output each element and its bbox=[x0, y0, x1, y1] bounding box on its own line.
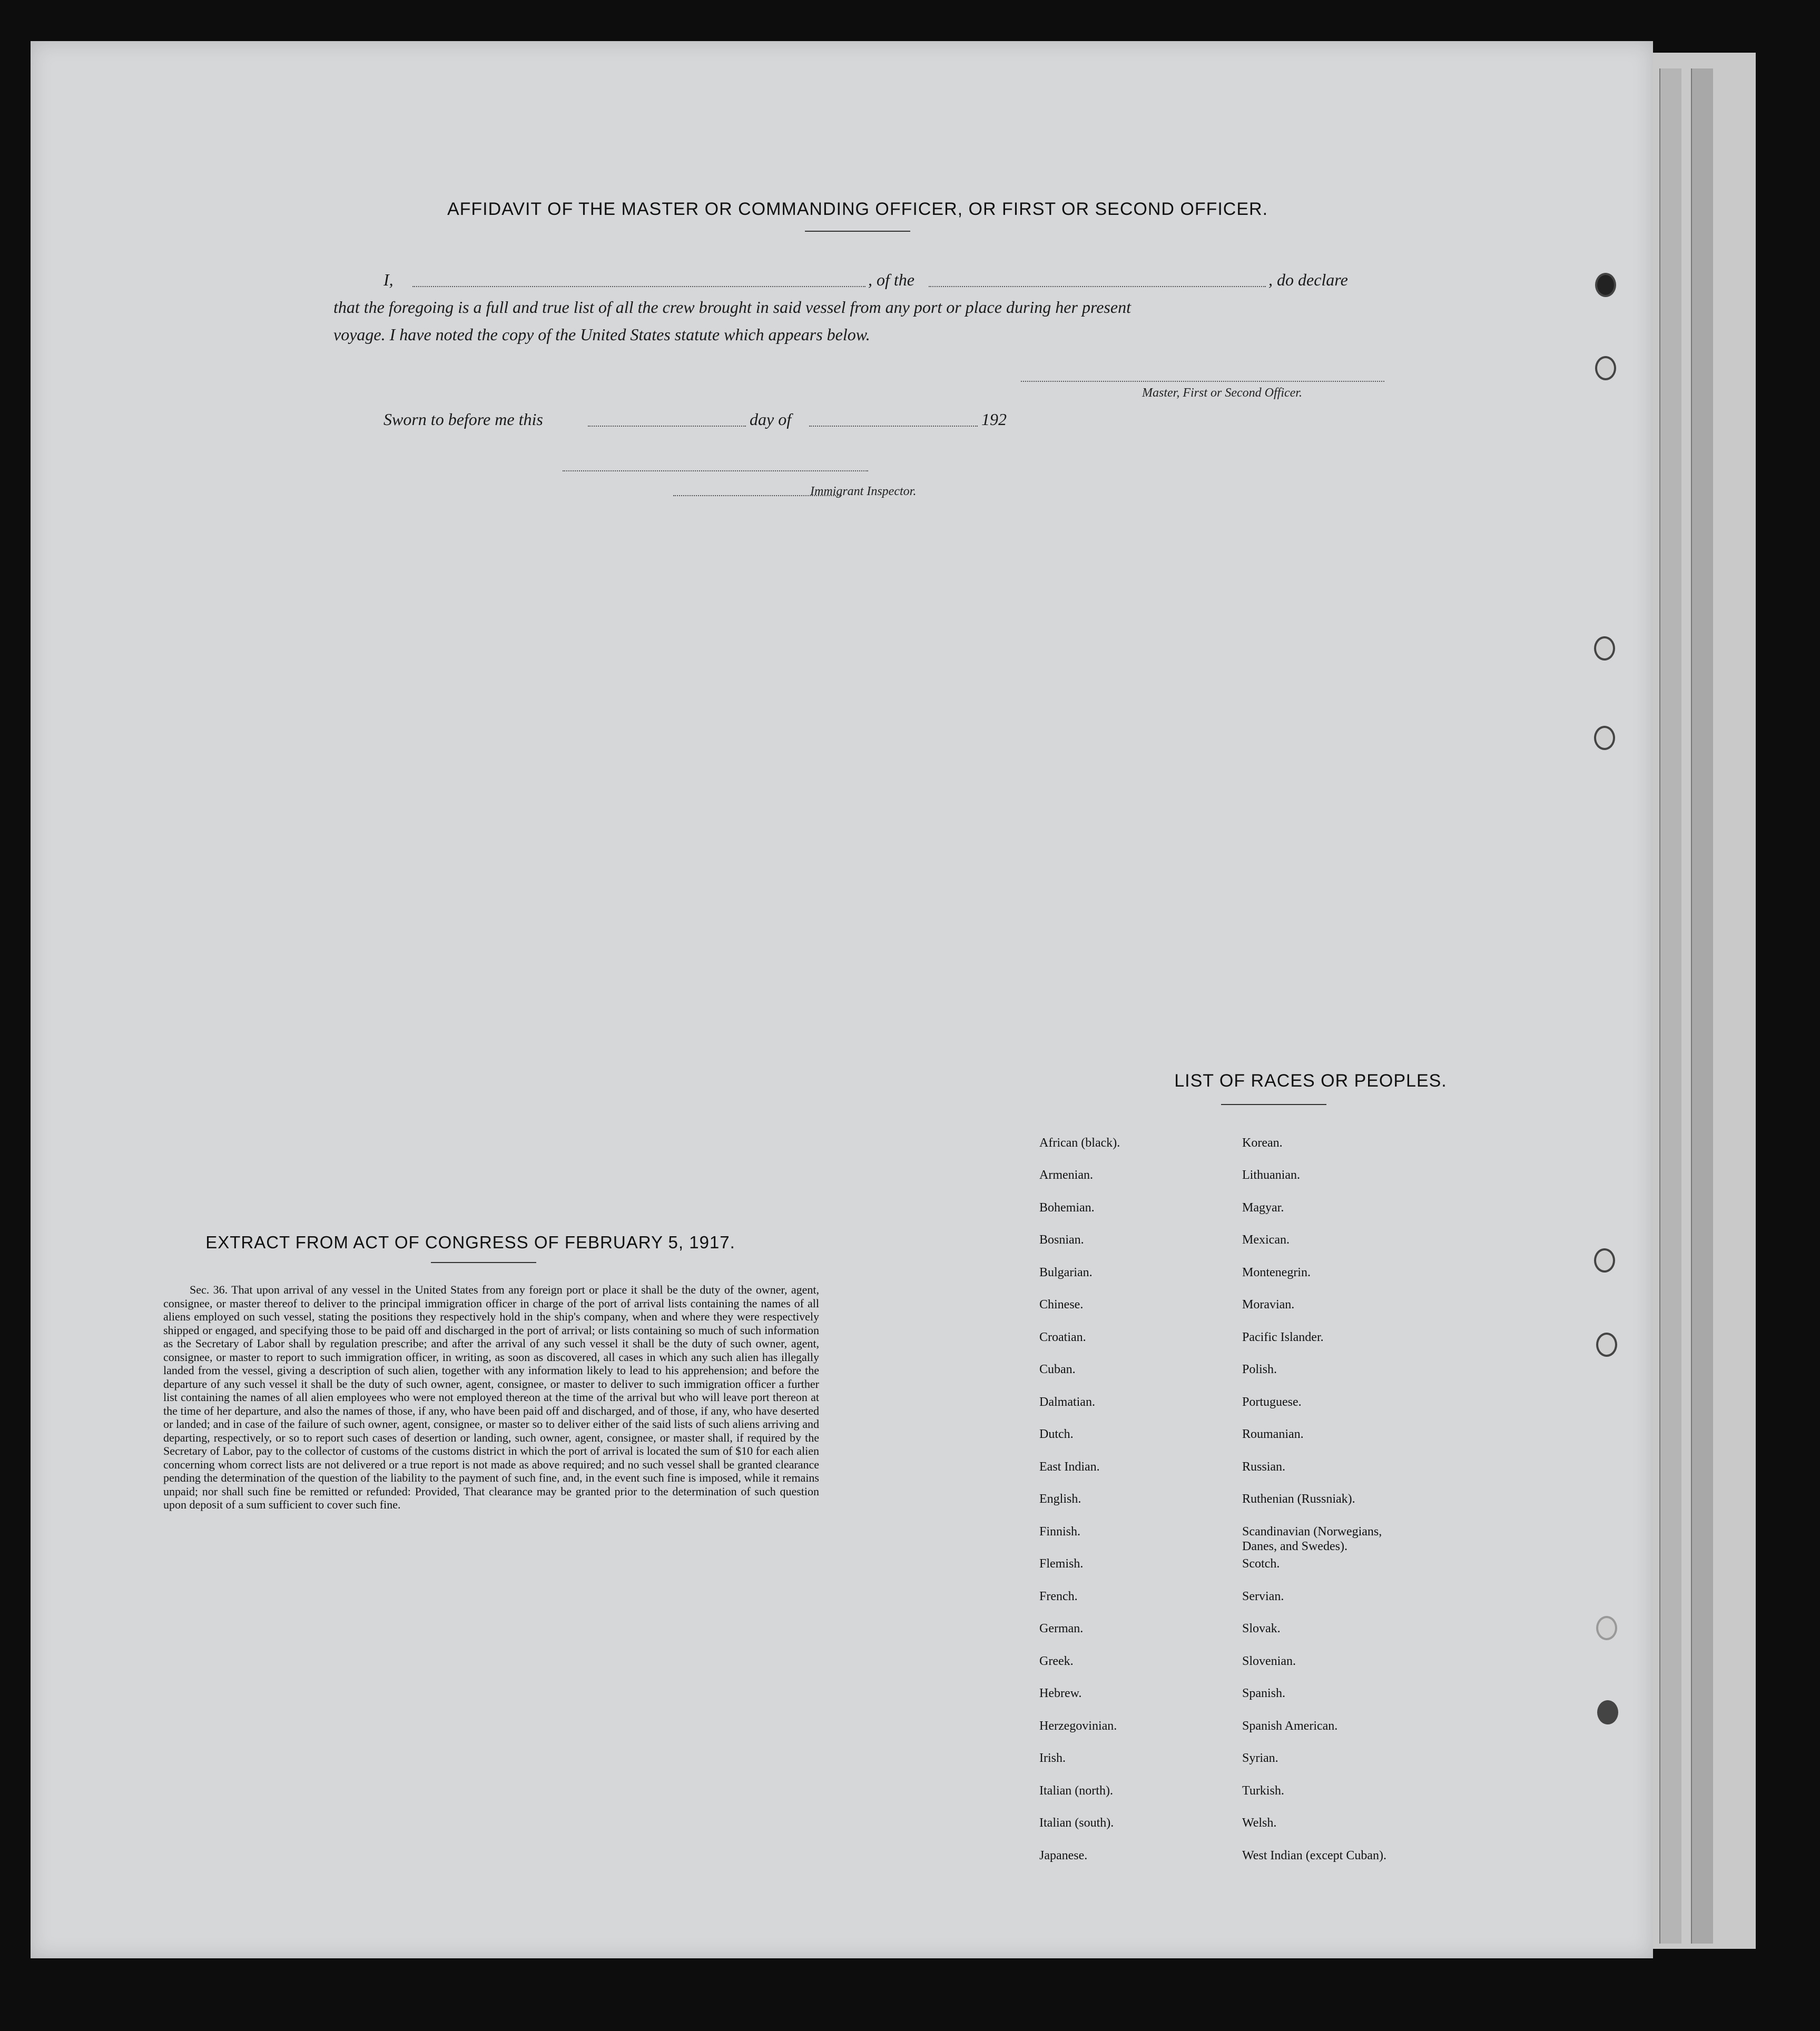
race-item: Dutch. bbox=[1039, 1427, 1074, 1441]
race-item: East Indian. bbox=[1039, 1460, 1100, 1474]
signature-label: Master, First or Second Officer. bbox=[1142, 386, 1302, 400]
race-item: Portuguese. bbox=[1242, 1395, 1302, 1409]
affidavit-line1-start: I, bbox=[383, 270, 393, 289]
race-item: Servian. bbox=[1242, 1590, 1284, 1603]
vessel-blank bbox=[929, 286, 1266, 287]
sworn-year: 192 bbox=[981, 410, 1007, 429]
race-item: Montenegrin. bbox=[1242, 1266, 1311, 1279]
sworn-month-blank bbox=[809, 426, 978, 427]
race-item: Spanish American. bbox=[1242, 1719, 1338, 1733]
race-item: Bosnian. bbox=[1039, 1233, 1084, 1247]
race-item: Japanese. bbox=[1039, 1849, 1088, 1862]
race-item: Finnish. bbox=[1039, 1525, 1081, 1539]
name-blank bbox=[412, 286, 865, 287]
race-item: Cuban. bbox=[1039, 1363, 1076, 1376]
extract-rule bbox=[431, 1262, 536, 1263]
race-item: Greek. bbox=[1039, 1654, 1074, 1668]
punch-hole bbox=[1594, 1248, 1615, 1273]
sworn-day-blank bbox=[588, 426, 746, 427]
punch-hole bbox=[1596, 1333, 1617, 1357]
punch-hole bbox=[1594, 636, 1615, 660]
affidavit-line1-end: , do declare bbox=[1268, 270, 1348, 289]
extract-title: EXTRACT FROM ACT OF CONGRESS OF FEBRUARY 5, 1917. bbox=[205, 1233, 735, 1252]
race-item: Welsh. bbox=[1242, 1816, 1277, 1830]
race-item: Russian. bbox=[1242, 1460, 1286, 1474]
affidavit-line3: voyage. I have noted the copy of the United States statute which appears below. bbox=[333, 325, 870, 344]
race-item: Irish. bbox=[1039, 1751, 1066, 1765]
race-item: Scotch. bbox=[1242, 1557, 1280, 1571]
punch-hole bbox=[1596, 1616, 1617, 1640]
race-item: Herzegovinian. bbox=[1039, 1719, 1117, 1733]
race-item: Korean. bbox=[1242, 1136, 1283, 1150]
affidavit-title: AFFIDAVIT OF THE MASTER OR COMMANDING OFFICER, OR FIRST OR SECOND OFFICER. bbox=[447, 199, 1268, 219]
race-item: Italian (south). bbox=[1039, 1816, 1114, 1830]
race-item: Ruthenian (Russniak). bbox=[1242, 1492, 1355, 1506]
race-item: Pacific Islander. bbox=[1242, 1330, 1324, 1344]
race-item: French. bbox=[1039, 1590, 1078, 1603]
race-item: Chinese. bbox=[1039, 1298, 1084, 1312]
race-item: Hebrew. bbox=[1039, 1687, 1082, 1700]
race-item: Syrian. bbox=[1242, 1751, 1278, 1765]
race-item: Roumanian. bbox=[1242, 1427, 1304, 1441]
race-item: German. bbox=[1039, 1622, 1084, 1635]
race-item: Scandinavian (Norwegians, Danes, and Swedes). bbox=[1242, 1525, 1382, 1553]
affidavit-line1-mid: , of the bbox=[868, 270, 914, 289]
race-item: Moravian. bbox=[1242, 1298, 1295, 1312]
page-edge bbox=[1659, 68, 1681, 1944]
race-item: Polish. bbox=[1242, 1363, 1277, 1376]
races-title: LIST OF RACES OR PEOPLES. bbox=[1174, 1071, 1447, 1091]
sworn-day-label: day of bbox=[750, 410, 792, 429]
title-rule bbox=[805, 231, 910, 232]
inspector-signature-blank bbox=[563, 470, 868, 471]
races-rule bbox=[1221, 1104, 1326, 1105]
race-item: Spanish. bbox=[1242, 1687, 1286, 1700]
race-item: Bulgarian. bbox=[1039, 1266, 1093, 1279]
page-edge bbox=[1691, 68, 1713, 1944]
race-item: Bohemian. bbox=[1039, 1201, 1095, 1215]
inspector-label: Immigrant Inspector. bbox=[810, 485, 917, 498]
race-item: Mexican. bbox=[1242, 1233, 1290, 1247]
race-item: West Indian (except Cuban). bbox=[1242, 1849, 1386, 1862]
race-item: Lithuanian. bbox=[1242, 1168, 1300, 1182]
race-item: Armenian. bbox=[1039, 1168, 1093, 1182]
race-item: Slovenian. bbox=[1242, 1654, 1296, 1668]
sworn-prefix: Sworn to before me this bbox=[383, 410, 543, 429]
affidavit-line2: that the foregoing is a full and true list of all the crew brought in said vessel from any port or place during her present bbox=[333, 298, 1131, 317]
race-item: Croatian. bbox=[1039, 1330, 1086, 1344]
race-item: Magyar. bbox=[1242, 1201, 1284, 1215]
race-item: Slovak. bbox=[1242, 1622, 1281, 1635]
punch-hole bbox=[1597, 1700, 1618, 1724]
race-item: African (black). bbox=[1039, 1136, 1120, 1150]
punch-hole bbox=[1595, 356, 1616, 380]
signature-blank bbox=[1021, 381, 1384, 382]
race-item: English. bbox=[1039, 1492, 1081, 1506]
extract-body: Sec. 36. That upon arrival of any vessel in the United States from any foreign port or place it shall be the duty of the owner, agent, consignee, or master thereof to deliver to the principal immigration officer in charge of the port of arrival lists containing the names of all aliens employed on such vessel, stating the positions they respectively hold in the ship's company, when and where they were respectively shipped or engaged, and specifying those to be paid off and discharged in the port of arrival; or lists containing so much of such information as the Secretary of Labor shall by regulation prescribe; and after the arrival of any such vessel it shall be the duty of such owner, agent, consignee, or master to report to such immigration officer, in writing, as soon as discovered, all cases in which any such alien has illegally landed from the vessel, giving a description of such alien, together with any information likely to lead to his apprehension; and before the departure of any such vessel it shall be the duty of such owner, agent, consignee, or master to deliver to such immigration officer a further list containing the names of all alien employees who were not employed thereon at the time of the arrival but who will leave port thereon at the time of her departure, and also the names of those, if any, who have been paid off and discharged, and of those, if any, who have deserted or landed; and in case of the failure of such owner, agent, consignee, or master so to deliver either of the said lists of such aliens arriving and departing, respectively, or so to report such cases of desertion or landing, such owner, agent, consignee, or master shall, if required by the Secretary of Labor, pay to the collector of customs of the customs district in which the port of arrival is located the sum of $10 for each alien concerning whom correct lists are not delivered or a true report is not made as above required; and no such vessel shall be granted clearance pending the determination of the question of the liability to the payment of such fine, and, in the event such fine is imposed, while it remains unpaid; nor shall such fine be remitted or refunded: Provided, That clearance may be granted prior to the determination of such question upon deposit of a sum sufficient to cover such fine. bbox=[163, 1283, 819, 1511]
race-item: Dalmatian. bbox=[1039, 1395, 1095, 1409]
race-item: Turkish. bbox=[1242, 1784, 1284, 1798]
punch-hole bbox=[1594, 726, 1615, 750]
punch-hole bbox=[1595, 273, 1616, 297]
document-page bbox=[31, 41, 1653, 1958]
race-item: Flemish. bbox=[1039, 1557, 1084, 1571]
race-item: Italian (north). bbox=[1039, 1784, 1113, 1798]
